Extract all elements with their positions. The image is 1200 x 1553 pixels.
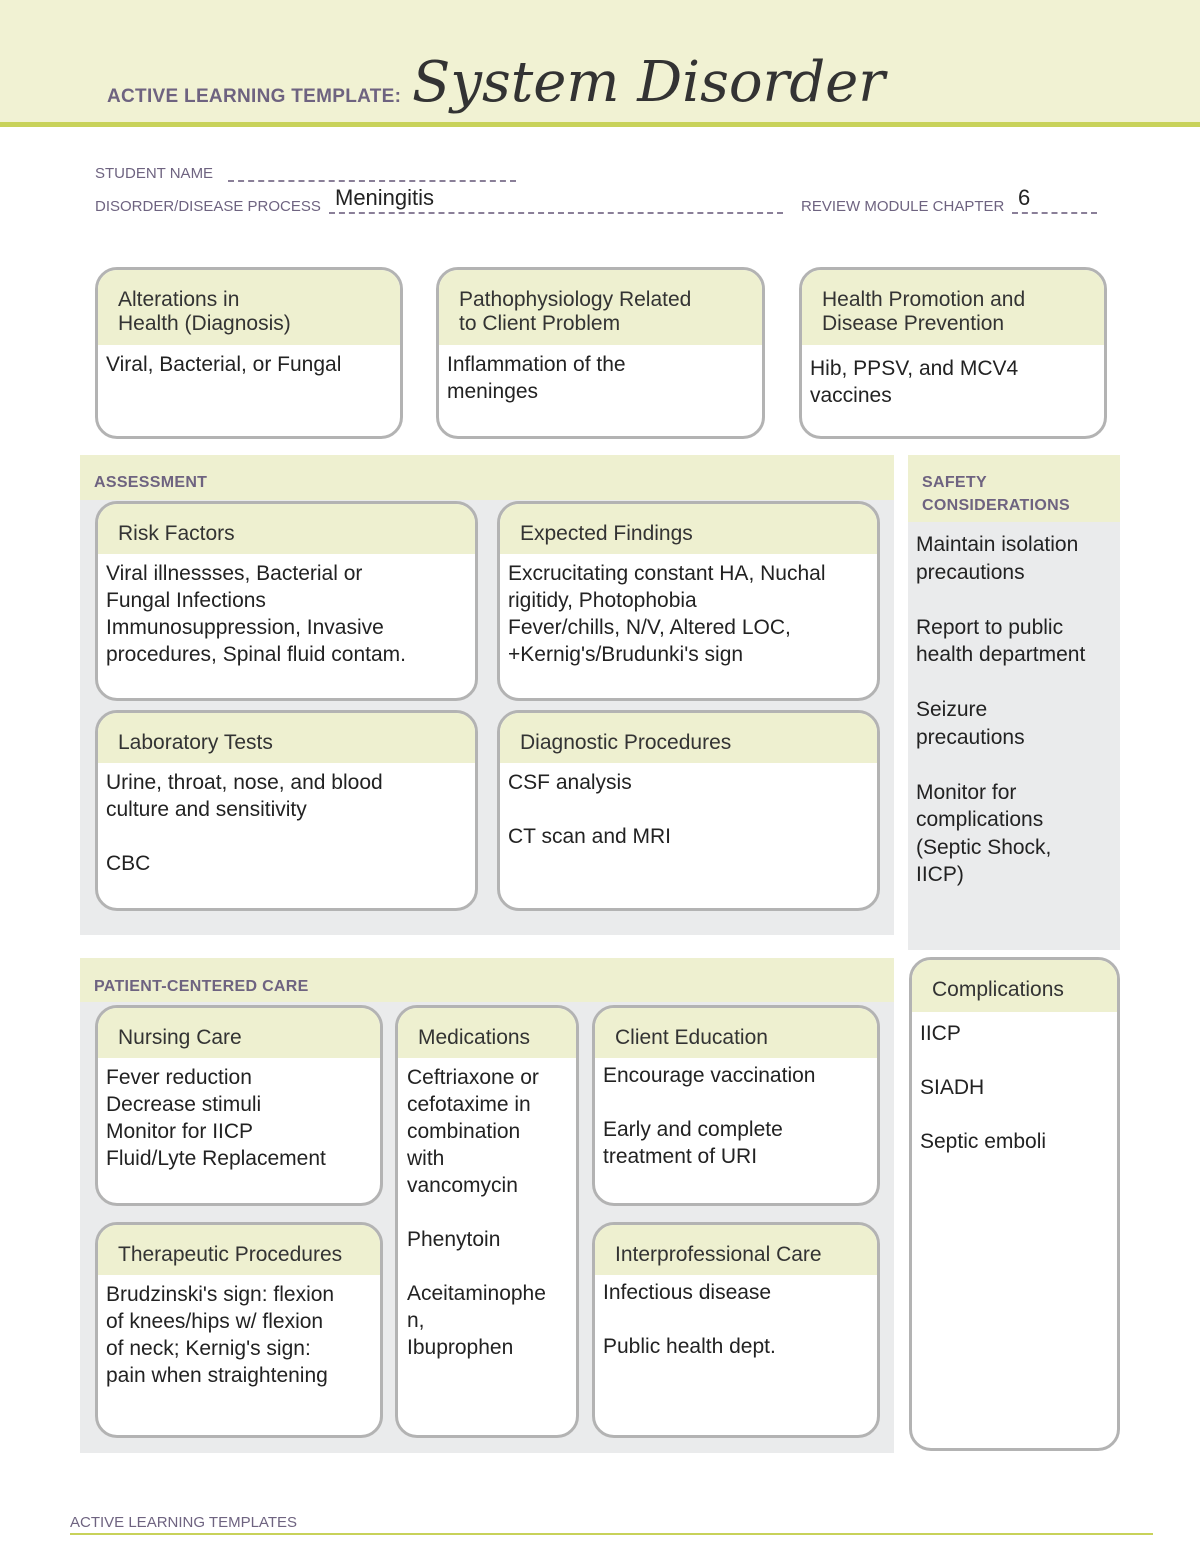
box-title: Pathophysiology Related to Client Problem — [439, 270, 762, 345]
nursing-care-box — [95, 1005, 383, 1206]
disorder-value: Meningitis — [335, 185, 435, 210]
disorder-field[interactable] — [329, 185, 783, 214]
diagnostic-procedures-box — [497, 710, 880, 911]
interprofessional-care-box — [592, 1222, 880, 1438]
complications-box — [909, 957, 1120, 1451]
box-title: Therapeutic Procedures — [98, 1225, 380, 1275]
box-title: Laboratory Tests — [98, 713, 475, 763]
box-body: Fever reduction Decrease stimuli Monitor for IICP Fluid/Lyte Replacement — [106, 1066, 326, 1170]
student-name-label: STUDENT NAME — [95, 165, 214, 182]
box-body: Ceftriaxone or cefotaxime in combination with vancomycin Phenytoin Aceitaminophe n, Ibuprophen — [407, 1066, 546, 1359]
box-title: Nursing Care — [98, 1008, 380, 1058]
safety-panel — [908, 455, 1120, 950]
chapter-label: REVIEW MODULE CHAPTER — [801, 198, 1005, 215]
assessment-title: ASSESSMENT — [94, 474, 208, 491]
alterations-in-health-box — [95, 267, 403, 439]
box-body: Hib, PPSV, and MCV4 vaccines — [810, 357, 1019, 407]
box-title: Expected Findings — [500, 504, 877, 554]
box-title: Complications — [912, 960, 1117, 1012]
box-body: Brudzinski's sign: flexion of knees/hips w/ flexion of neck; Kernig's sign: pain when straightening — [106, 1283, 335, 1387]
box-body: Encourage vaccination Early and complete treatment of URI — [603, 1064, 816, 1168]
chapter-value: 6 — [1018, 185, 1031, 210]
box-body: Inflammation of the meninges — [447, 353, 626, 403]
box-title: Interprofessional Care — [595, 1225, 877, 1275]
medications-box — [395, 1005, 579, 1438]
box-body: Urine, throat, nose, and blood culture and sensitivity CBC — [106, 771, 383, 875]
safety-title: SAFETY CONSIDERATIONS — [922, 474, 1070, 514]
box-body: Viral, Bacterial, or Fungal — [106, 353, 342, 376]
disorder-label: DISORDER/DISEASE PROCESS — [95, 198, 321, 215]
risk-factors-box — [95, 501, 478, 701]
box-title: Medications — [398, 1008, 576, 1058]
box-title: Diagnostic Procedures — [500, 713, 877, 763]
chapter-field[interactable] — [1012, 185, 1097, 214]
student-name-field[interactable] — [228, 160, 516, 182]
box-title: Risk Factors — [98, 504, 475, 554]
box-title: Alterations in Health (Diagnosis) — [98, 270, 400, 345]
template-label: ACTIVE LEARNING TEMPLATE: — [107, 86, 402, 107]
box-body: Viral illnessses, Bacterial or Fungal Infections Immunosuppression, Invasive procedures, Spinal fluid contam. — [106, 562, 406, 666]
therapeutic-procedures-box — [95, 1222, 383, 1438]
safety-body: Maintain isolation precautions Report to public health department Seizure precautions Monitor for complications (Septic Shock, IICP) — [916, 533, 1086, 886]
box-body: Infectious disease Public health dept. — [603, 1281, 776, 1358]
client-education-box — [592, 1005, 880, 1206]
pathophysiology-box — [436, 267, 765, 439]
laboratory-tests-box — [95, 710, 478, 911]
box-title: Health Promotion and Disease Prevention — [802, 270, 1104, 345]
patient-care-title: PATIENT-CENTERED CARE — [94, 978, 309, 995]
page-title: System Disorder — [412, 50, 886, 115]
expected-findings-box — [497, 501, 880, 701]
box-body: CSF analysis CT scan and MRI — [508, 771, 672, 848]
footer-label: ACTIVE LEARNING TEMPLATES — [70, 1514, 297, 1531]
box-body: Excrucitating constant HA, Nuchal rigitidy, Photophobia Fever/chills, N/V, Altered LOC, +Kernig's/Brudunki's sign — [508, 562, 826, 666]
box-body: IICP SIADH Septic emboli — [920, 1022, 1047, 1153]
footer-divider — [70, 1533, 1153, 1535]
health-promotion-box — [799, 267, 1107, 439]
box-title: Client Education — [595, 1008, 877, 1058]
